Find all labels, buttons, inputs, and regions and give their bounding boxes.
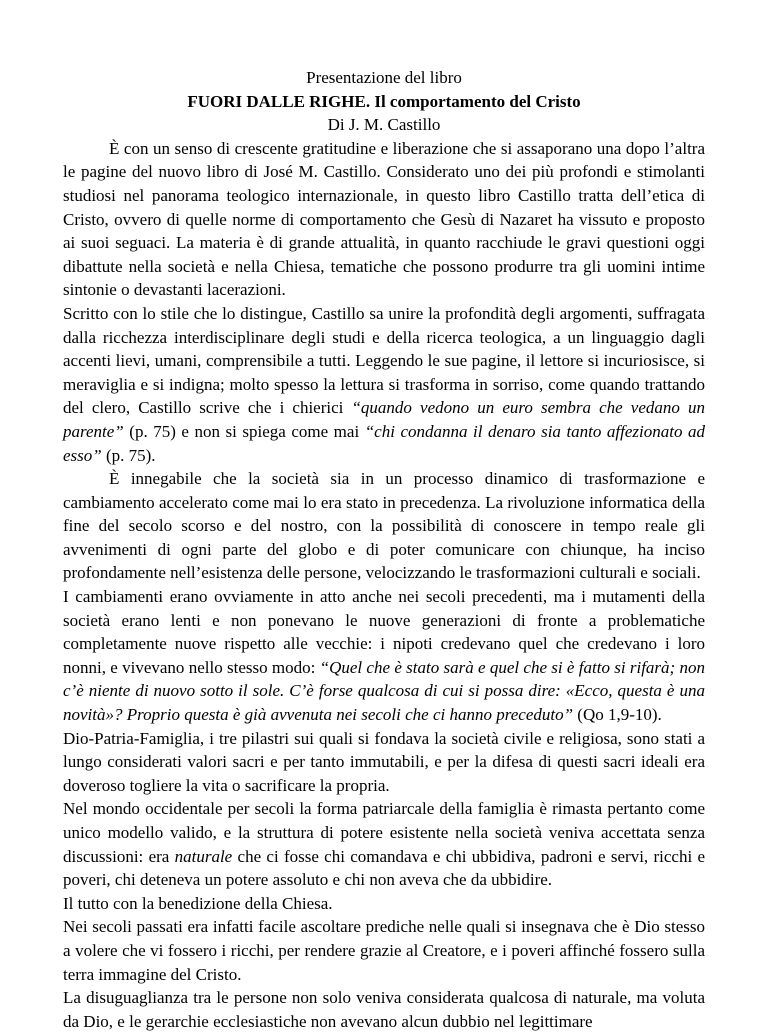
document-title: FUORI DALLE RIGHE. Il comportamento del Cristo <box>187 91 581 111</box>
document-page <box>63 66 705 1033</box>
body-text: I cambiamenti erano ovviamente in atto anche nei secoli precedenti, ma i mutamenti della società erano lenti e non ponevano le nuove generazioni di fronte a problematiche completamente nuove rispetto alle vecchie: i nipoti credevano quel che credevano i loro nonni, e vivevano nello stesso modo: <box>63 587 705 677</box>
paragraph <box>63 892 705 916</box>
quote-text: naturale <box>174 846 233 866</box>
paragraph <box>63 137 705 302</box>
body-text: Scritto con lo stile che lo distingue, Castillo sa unire la profondità degli argomenti, suffragata dalla ricchezza interdisciplinare degli studi e della ricerca teologica, a un linguaggio dagli accenti lievi, umani, comprensibile a tutti. Leggendo le sue pagine, il lettore si incuriosisce, si meraviglia e si indigna; molto spesso la lettura si trasforma in sorriso, come quando trattando del clero, Castillo scrive che i chierici <box>63 303 705 418</box>
paragraph <box>63 986 705 1033</box>
quote-text: “quando vedono un euro sembra che vedano un parente” <box>63 398 705 441</box>
body-text: Dio-Patria-Famiglia, i tre pilastri sui quali si fondava la società civile e religiosa, sono stati a lungo considerati valori sacri e per tanto immutabili, e per la difesa di questi sacri ideali era doveroso togliere la vita o sacrificare la propria. <box>63 728 705 795</box>
body-text: Nel mondo occidentale per secoli la forma patriarcale della famiglia è rimasta pertanto come unico modello valido, e la struttura di potere esistente nella società veniva accettata senza discussioni: era <box>63 799 705 866</box>
body-text: (p. 75). <box>101 445 156 465</box>
document-body <box>63 137 705 1033</box>
paragraph <box>63 797 705 891</box>
paragraph <box>63 302 705 467</box>
paragraph <box>63 727 705 798</box>
quote-text: “Quel che è stato sarà e quel che si è fatto si rifarà; non c’è niente di nuovo sotto il sole. C’è forse qualcosa di cui si possa dire: «Ecco, questa è una novità»? Proprio questa è già avvenuta nei secoli che ci hanno preceduto” <box>63 657 705 725</box>
body-text: È con un senso di crescente gratitudine e liberazione che si assaporano una dopo l’altra le pagine del nuovo libro di José M. Castillo. Considerato uno dei più profondi e stimolanti studiosi nel panorama teologico internazionale, in questo libro Castillo tratta dell’etica di Cristo, ovvero di quelle norme di comportamento che Gesù di Nazaret ha vissuto e proposto ai suoi seguaci. La materia è di grande attualità, in quanto racchiude le gravi questioni oggi dibattute nella società e nella Chiesa, tematiche che possono produrre tra gli uomini intime sintonie o devastanti lacerazioni. <box>63 138 705 300</box>
body-text: che ci fosse chi comandava e chi ubbidiva, padroni e servi, ricchi e poveri, chi deteneva un potere assoluto e chi non aveva che da ubbidire. <box>63 846 705 890</box>
document-author: Di J. M. Castillo <box>327 115 441 135</box>
paragraph <box>63 585 705 727</box>
body-text: La disuguaglianza tra le persone non solo veniva considerata qualcosa di naturale, ma voluta da Dio, e le gerarchie ecclesiastiche non avevano alcun dubbio nel legittimare <box>63 988 705 1031</box>
paragraph <box>63 467 705 585</box>
body-text: Il tutto con la benedizione della Chiesa. <box>63 893 333 913</box>
body-text: (p. 75) e non si spiega come mai <box>123 421 365 441</box>
body-text: È innegabile che la società sia in un processo dinamico di trasformazione e cambiamento accelerato come mai lo era stato in precedenza. La rivoluzione informatica della fine del secolo scorso e del nostro, con la possibilità di conoscere in tempo reale gli avvenimenti di ogni parte del globo e di poter comunicare con chiunque, ha inciso profondamente nell’esistenza delle persone, velocizzando le trasformazioni culturali e sociali. <box>63 469 705 583</box>
body-text: Nei secoli passati era infatti facile ascoltare prediche nelle quali si insegnava che è Dio stesso a volere che vi fossero i ricchi, per rendere grazie al Creatore, e i poveri affinché fossero sulla terra immagine del Cristo. <box>63 917 705 984</box>
paragraph <box>63 915 705 986</box>
body-text: (Qo 1,9-10). <box>573 705 662 725</box>
document-kicker: Presentazione del libro <box>306 68 462 87</box>
quote-text: “chi condanna il denaro sia tanto affezionato ad esso” <box>63 421 705 465</box>
